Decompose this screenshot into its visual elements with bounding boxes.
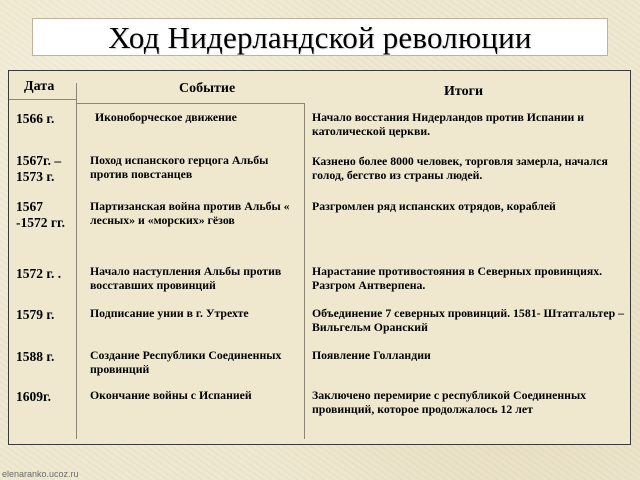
row-5-event: Подписание унии в г. Утрехте [90, 306, 249, 320]
row-7-result: Заключено перемирие с республикой Соединенных провинций, которое продолжалось 12 лет [312, 388, 587, 416]
header-result: Итоги [444, 84, 484, 99]
row-1-event: Иконоборческое движение [95, 110, 237, 124]
header-event: Событие [179, 81, 236, 96]
page-title: Ход Нидерландской революции [108, 19, 532, 55]
header-rule-date [9, 99, 76, 100]
row-7-date: 1609г. [16, 389, 51, 404]
header-rule-event [76, 103, 304, 104]
event-column-rule [304, 103, 305, 439]
row-2-event: Поход испанского герцога Альбы против повстанцев [90, 153, 269, 181]
row-4-result: Нарастание противостояния в Северных провинциях. Разгром Антверпена. [312, 264, 603, 292]
row-5-result: Объединение 7 северных провинций. 1581- Штатгальтер – Вильгельм Оранский [312, 306, 624, 334]
row-6-result: Появление Голландии [312, 348, 431, 362]
title-bar [32, 18, 608, 56]
row-1-result: Начало восстания Нидерландов против Испании и католической церкви. [312, 110, 585, 138]
row-5-date: 1579 г. [16, 307, 55, 322]
row-2-result: Казнено более 8000 человек, торговля замерла, начался голод, бегство из страны людей. [312, 154, 608, 182]
row-4-event: Начало наступления Альбы против восставших провинций [90, 264, 282, 292]
header-date: Дата [24, 79, 55, 94]
row-2-date: 1567г. – 1573 г. [16, 153, 62, 184]
row-3-date: 1567 -1572 гг. [16, 199, 65, 230]
events-table [8, 70, 631, 445]
row-6-event: Создание Республики Соединенных провинций [90, 348, 282, 376]
row-4-date: 1572 г. . [16, 266, 62, 281]
row-3-result: Разгромлен ряд испанских отрядов, кораблей [312, 199, 556, 213]
row-7-event: Окончание войны с Испанией [90, 388, 252, 402]
row-1-date: 1566 г. [16, 111, 55, 126]
row-3-event: Партизанская война против Альбы « лесных» и «морских» гёзов [90, 199, 290, 227]
date-column-rule [76, 83, 77, 439]
site-watermark: elenaranko.ucoz.ru [2, 469, 79, 479]
row-6-date: 1588 г. [16, 349, 55, 364]
